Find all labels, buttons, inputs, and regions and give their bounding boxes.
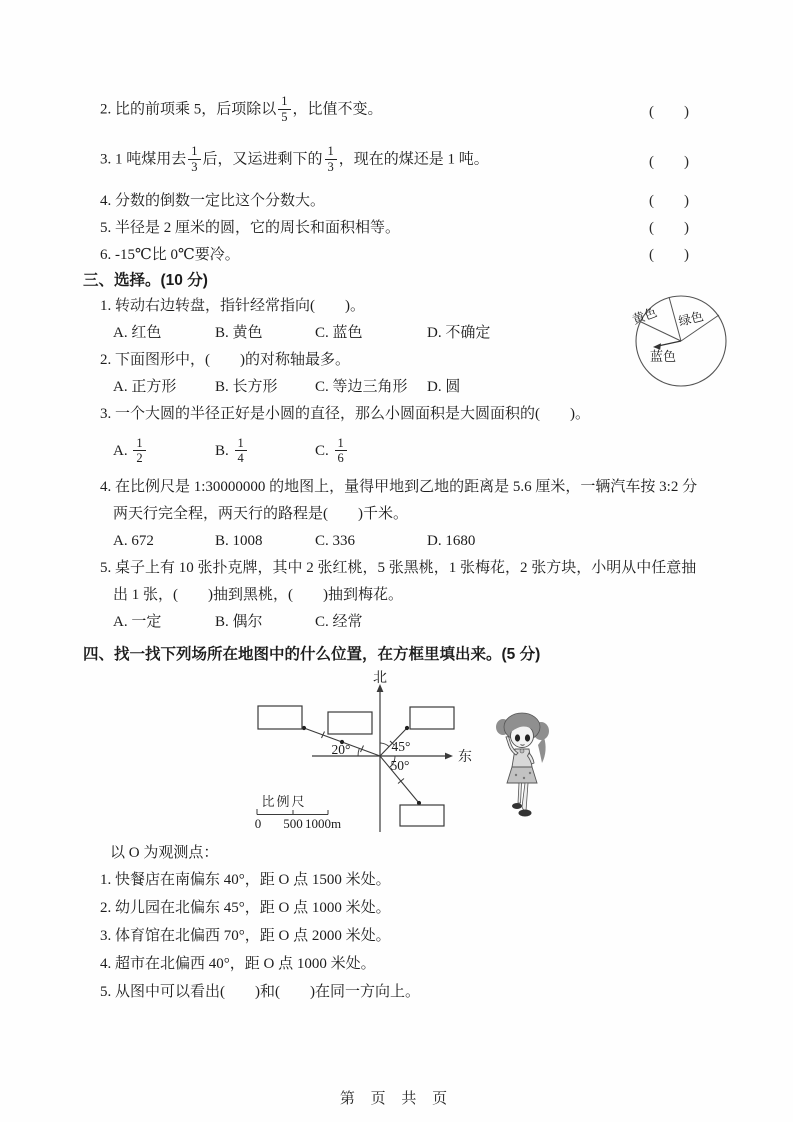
option-row [83,428,699,474]
place-box-4 [400,805,444,826]
choice-question [83,347,699,401]
answer-blank: ( ) [649,247,689,263]
option: D. 圆 [427,379,461,395]
place-box-3 [410,707,454,729]
girl-leg-right [522,783,528,811]
spinner-label-blue: 蓝色 [649,349,677,364]
map-section-heading: 四、找一找下列场所在地图中的什么位置，在方框里填出来。(5 分) [83,646,541,663]
spinner-label-green: 绿色 [677,309,705,329]
east-arrow-icon [445,753,453,760]
question-text: 4. 在比例尺是 1:30000000 的地图上，量得甲地到乙地的距离是 5.6 厘米，一辆汽车按 3:2 分两天行完全程，两天行的路程是( )千米。 [100,479,698,522]
location-list [83,866,699,1006]
question-text: 2. 下面图形中，( )的对称轴最多。 [100,352,350,368]
option: B. 长方形 [215,379,278,395]
girl-bow [520,749,524,753]
spinner-wheel [630,292,730,392]
answer-blank: ( ) [649,193,689,209]
choice-question [83,555,699,636]
fraction: $\frac{1}{6}$ [335,436,347,466]
option: C. 336 [315,533,356,549]
observation-intro: 以 O 为观测点： [110,845,219,861]
choice-question [83,293,699,347]
scale-value-500: 500 [283,816,303,831]
option: A. 正方形 [113,379,177,395]
girl-illustration [492,707,552,835]
girl-skirt-dot [529,772,531,774]
judge-item-text: 4. 分数的倒数一定比这个分数大。 [100,193,326,209]
scale-value-1000: 1000m [304,816,342,831]
east-label: 东 [458,750,472,765]
option-row [83,374,699,401]
girl-skirt-dot [523,777,525,779]
option: C. 等边三角形 [315,379,408,395]
option-row [83,320,699,347]
location-item: 2. 幼儿园在北偏东 45°，距 O 点 1000 米处。 [100,900,391,916]
girl-shoe-right [519,810,532,817]
location-item: 4. 超市在北偏西 40°，距 O 点 1000 米处。 [100,956,376,972]
spinner-label-yellow: 黄色 [630,305,659,328]
spinner-divider-yellow-blue [639,321,681,341]
girl-skirt [507,767,537,783]
page-content [83,0,699,1006]
judge-item-text: 3. 1 吨煤用去 $\frac{1}{3}$ 后，又运进剩下的 $\frac{1}{3}$ ，现在的煤还是 1 吨。 [100,144,489,174]
choice-question [83,474,699,555]
option: A. 红色 [113,325,162,341]
option: B. 黄色 [215,325,263,341]
option: C. 经常 [315,614,363,630]
angle-arc-45 [380,743,389,747]
fraction: $\frac{1}{5}$ [278,94,290,124]
judge-item [83,134,699,186]
scale-value-0: 0 [254,816,262,831]
choice-question [83,401,699,474]
option: C. 蓝色 [315,325,363,341]
girl-shoe-left [512,803,522,809]
answer-blank: ( ) [649,153,689,170]
option: D. 1680 [427,533,476,549]
choice-questions [83,293,699,636]
angle-arc-20 [358,748,359,756]
location-item: 3. 体育馆在北偏西 70°，距 O 点 2000 米处。 [100,928,391,944]
judge-item [83,186,699,213]
fraction: $\frac{1}{2}$ [133,436,145,466]
judge-item [83,86,699,134]
choice-section-heading: 三、选择。(10 分) [83,272,208,289]
judge-item-text: 2. 比的前项乘 5，后项除以 $\frac{1}{5}$ ，比值不变。 [100,94,383,124]
option: A. 672 [113,533,154,549]
option: B. 偶尔 [215,614,263,630]
place-box-1 [258,706,302,729]
judge-item-text: 5. 半径是 2 厘米的圆，它的周长和面积相等。 [100,220,401,236]
scale-label: 比例尺 [261,794,307,809]
option: A. $\frac{1}{2}$ [113,428,215,474]
fraction: $\frac{1}{3}$ [188,144,200,174]
spinner-pointer [658,341,681,346]
location-item: 1. 快餐店在南偏东 40°，距 O 点 1500 米处。 [100,872,391,888]
judge-list [83,0,699,267]
option: C. $\frac{1}{6}$ [315,428,427,474]
ne-point [405,726,409,730]
option: A. 一定 [113,614,162,630]
page-footer: 第 页 共 页 [339,1091,454,1107]
question-text: 3. 一个大圆的半径正好是小圆的直径，那么小圆面积是大圆面积的( )。 [100,406,590,422]
fraction: $\frac{1}{4}$ [235,436,247,466]
angle-label-45: 45° [391,739,411,754]
answer-blank: ( ) [649,103,689,120]
north-label: 北 [373,671,387,686]
map-area [83,668,699,840]
location-item: 5. 从图中可以看出( )和( )在同一方向上。 [100,984,420,1000]
girl-skirt-dot [515,774,517,776]
angle-label-50: 50° [390,758,410,773]
girl-eye-right [525,734,530,741]
option-row [83,609,699,636]
fraction: $\frac{1}{3}$ [325,144,337,174]
option: D. 不确定 [427,325,491,341]
judge-item-text: 6. -15℃比 0℃要冷。 [100,247,240,263]
judge-item [83,240,699,267]
answer-blank: ( ) [649,220,689,236]
option-row [83,528,699,555]
question-text: 5. 桌子上有 10 张扑克牌，其中 2 张红桃，5 张黑桃，1 张梅花，2 张方块，小明从中任意抽出 1 张，( )抽到黑桃，( )抽到梅花。 [100,560,697,603]
judge-item [83,213,699,240]
question-text: 1. 转动右边转盘，指针经常指向( )。 [100,298,365,314]
option: B. $\frac{1}{4}$ [215,428,315,474]
girl-eye-left [515,734,520,741]
angle-label-20: 20° [331,742,351,757]
girl-leg-left [518,783,522,803]
girl-pigtail-right-tail [538,737,546,763]
place-box-2 [328,712,372,734]
option: B. 1008 [215,533,263,549]
